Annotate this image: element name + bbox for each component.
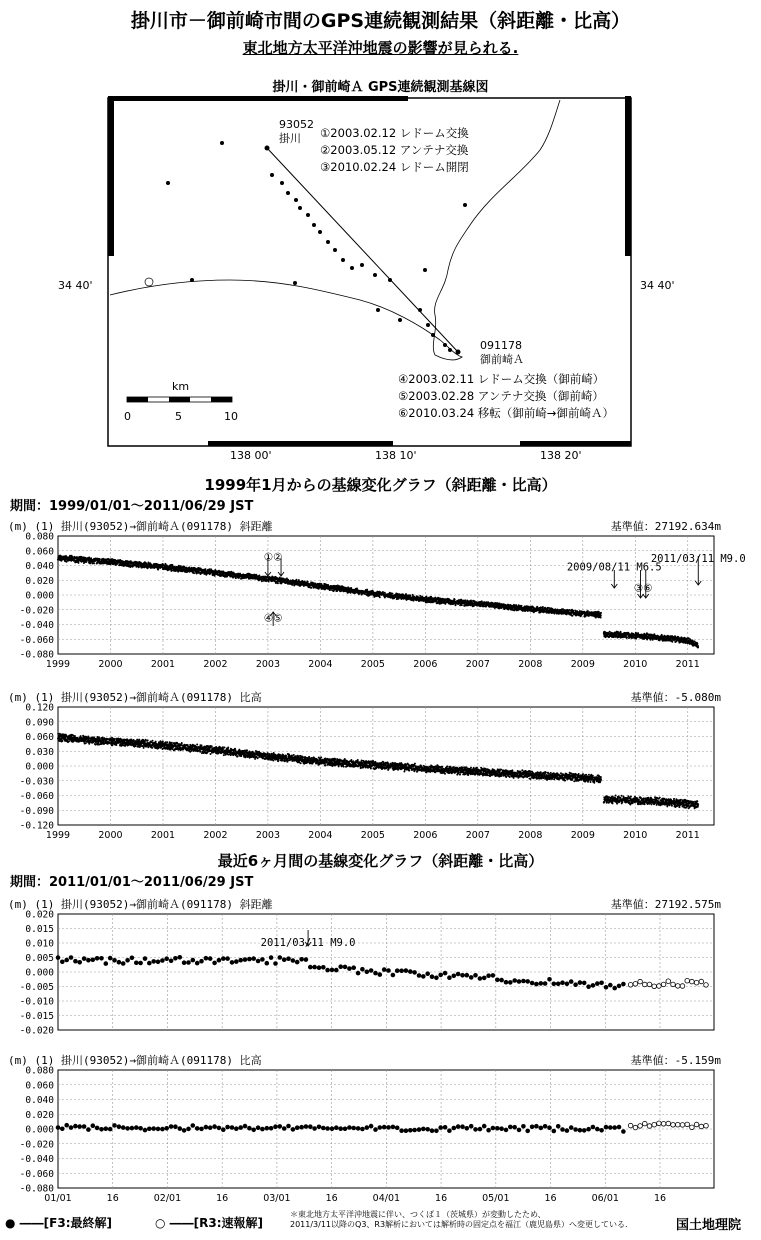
data-point	[258, 575, 260, 577]
data-point	[101, 737, 103, 739]
y-tick-label: -0.040	[19, 620, 54, 631]
station-dot	[373, 273, 377, 277]
map-border-left-top	[108, 96, 114, 256]
station-b-code: 091178	[480, 339, 522, 352]
data-point	[61, 740, 63, 742]
data-point	[379, 596, 381, 598]
data-series	[57, 733, 699, 810]
station-dot	[190, 278, 194, 282]
data-point	[318, 588, 320, 590]
data-point	[201, 744, 203, 746]
lon-label-3: 138 20'	[540, 449, 582, 462]
y-tick-label: -0.080	[19, 649, 54, 661]
station-dot	[166, 181, 170, 185]
station-dot	[431, 333, 435, 337]
x-tick-label: 2003	[255, 830, 281, 841]
data-point	[268, 581, 270, 583]
x-tick-label: 2005	[360, 659, 385, 670]
lon-label-1: 138 00'	[230, 449, 272, 462]
data-point	[193, 572, 195, 574]
data-point	[115, 744, 117, 746]
event-3: ③2010.02.24 レドーム開閉	[320, 160, 469, 174]
x-tick-label: 2010	[623, 659, 648, 670]
y-tick-label: -0.030	[19, 776, 54, 788]
x-tick-label: 2005	[360, 830, 385, 841]
station-dot	[448, 348, 452, 352]
data-point	[573, 610, 575, 612]
data-point	[296, 579, 298, 581]
station-dot	[318, 230, 322, 234]
data-point	[86, 561, 88, 563]
station-kakegawa	[265, 146, 270, 151]
station-dot	[326, 240, 330, 244]
x-tick-label: 1999	[45, 659, 71, 670]
y-tick-label: 0.030	[25, 746, 54, 758]
x-tick-label: 2010	[623, 830, 648, 841]
station-dot	[341, 258, 345, 262]
x-tick-label: 2001	[150, 830, 176, 841]
scale-unit: km	[172, 380, 190, 393]
data-point	[697, 646, 699, 648]
data-point	[261, 580, 263, 582]
chart1-label: (m) (1) 掛川(93052)→御前崎Ａ(091178) 斜距離	[8, 520, 273, 533]
y-tick-label: 0.060	[25, 732, 54, 743]
chart-height-long	[0, 701, 761, 849]
section1-period: 期間：1999/01/01～2011/06/29 JST	[10, 499, 254, 514]
baseline-line	[267, 148, 458, 352]
station-dot	[463, 203, 467, 207]
x-tick-label: 2009	[570, 659, 595, 670]
station-dot	[418, 308, 422, 312]
data-point	[461, 604, 463, 606]
data-point	[74, 735, 76, 737]
data-point	[204, 568, 206, 570]
y-tick-label: 0.000	[25, 590, 54, 602]
station-a-code: 93052	[279, 118, 314, 131]
chart2-label: (m) (1) 掛川(93052)→御前崎Ａ(091178) 比高	[8, 691, 262, 704]
y-tick-label: 0.080	[25, 531, 54, 543]
station-dot	[388, 278, 392, 282]
data-point	[68, 740, 70, 742]
station-dot	[350, 266, 354, 270]
baseline-map	[0, 0, 761, 470]
station-dot	[312, 223, 316, 227]
data-point	[542, 606, 544, 608]
data-point	[455, 604, 457, 606]
data-point	[444, 603, 446, 605]
y-tick-label: -0.060	[19, 791, 54, 802]
y-tick-label: -0.120	[19, 820, 54, 832]
y-tick-label: 0.040	[25, 561, 54, 572]
x-tick-label: 2008	[518, 830, 543, 841]
x-tick-label: 2002	[203, 659, 228, 670]
data-point	[214, 575, 216, 577]
chart1-base: 基準値：27192.634m	[610, 520, 721, 533]
map-border-top	[108, 96, 408, 101]
data-point	[391, 593, 393, 595]
event-4: ④2003.02.11 レドーム交換（御前崎）	[398, 372, 605, 386]
data-point	[114, 738, 116, 740]
data-point	[162, 741, 164, 743]
event-5: ⑤2003.02.28 アンテナ交換（御前崎）	[398, 389, 604, 403]
x-tick-label: 2011	[675, 659, 700, 670]
data-point	[171, 742, 173, 744]
data-point	[151, 747, 153, 749]
data-point	[536, 606, 538, 608]
station-dot	[426, 323, 430, 327]
station-dot	[294, 198, 298, 202]
lat-label-right: 34 40'	[640, 279, 675, 292]
x-tick-label: 2006	[413, 830, 438, 841]
y-tick-label: 0.060	[25, 546, 54, 558]
annotation-label: ④⑤	[263, 612, 283, 625]
data-point	[626, 636, 628, 638]
lon-label-2: 138 10'	[375, 449, 417, 462]
section2-period: 期間：2011/01/01～2011/06/29 JST	[10, 875, 254, 890]
y-tick-label: 0.020	[25, 575, 54, 587]
station-dot	[306, 213, 310, 217]
x-tick-label: 1999	[45, 830, 71, 841]
station-omaezaki	[456, 350, 461, 355]
section1-title: 1999年1月からの基線変化グラフ（斜距離・比高）	[204, 476, 557, 494]
data-point	[210, 753, 212, 755]
data-point	[99, 558, 101, 560]
station-dot	[360, 263, 364, 267]
x-tick-label: 2007	[465, 659, 490, 670]
data-point	[85, 742, 87, 744]
station-dot	[293, 281, 297, 285]
x-tick-label: 2004	[308, 830, 333, 841]
map-border-right-top	[625, 96, 631, 256]
data-point	[409, 594, 411, 596]
lat-label-left: 34 40'	[58, 279, 93, 292]
data-point	[671, 641, 673, 643]
data-point	[199, 751, 201, 753]
data-point	[196, 744, 198, 746]
data-point	[307, 581, 309, 583]
x-tick-label: 2011	[675, 830, 700, 841]
data-point	[277, 582, 279, 584]
data-point	[600, 612, 602, 614]
station-dot	[443, 343, 447, 347]
data-point	[454, 599, 456, 601]
x-tick-label: 2006	[413, 659, 438, 670]
data-point	[136, 739, 138, 741]
annotation-label: 2011/03/11 M9.0	[650, 552, 746, 565]
x-tick-label: 2001	[150, 659, 176, 670]
data-point	[147, 739, 149, 741]
annotation-label: ③⑥	[633, 582, 653, 595]
y-tick-label: 0.120	[25, 702, 54, 714]
data-point	[143, 747, 145, 749]
data-point	[78, 562, 80, 564]
data-point	[166, 741, 168, 743]
data-point	[93, 562, 95, 564]
chart-distance-long	[0, 530, 761, 678]
data-point	[235, 577, 237, 579]
y-tick-label: -0.090	[19, 805, 54, 817]
x-tick-label: 2000	[98, 830, 123, 841]
page-title: 掛川市－御前崎市間のGPS連続観測結果（斜距離・比高）	[130, 10, 631, 32]
station-dot	[270, 173, 274, 177]
x-tick-label: 2000	[98, 659, 123, 670]
y-tick-label: -0.020	[19, 605, 54, 617]
y-tick-label: 0.000	[25, 761, 54, 773]
map-border-bottom-2	[520, 441, 631, 446]
station-dot	[286, 191, 290, 195]
data-point	[157, 569, 159, 571]
map-title: 掛川・御前崎Ａ GPS連続観測基線図	[272, 80, 489, 95]
station-dot	[376, 308, 380, 312]
event-1: ①2003.02.12 レドーム交換	[320, 126, 469, 140]
y-tick-label: 0.090	[25, 717, 54, 729]
data-point	[696, 643, 698, 645]
event-6: ⑥2010.03.24 移転（御前崎→御前崎Ａ）	[398, 406, 614, 420]
station-dot	[298, 206, 302, 210]
data-point	[152, 740, 154, 742]
station-a-name: 掛川	[279, 132, 301, 145]
section2-title: 最近6ヶ月間の基線変化グラフ（斜距離・比高）	[217, 852, 544, 870]
page-subtitle: 東北地方太平洋沖地震の影響が見られる.	[242, 39, 519, 57]
data-point	[521, 605, 523, 607]
station-dot	[220, 141, 224, 145]
map-border-bottom-1	[208, 441, 393, 446]
data-point	[366, 589, 368, 591]
scale-tick-10: 10	[224, 410, 238, 423]
station-dot	[398, 318, 402, 322]
chart2-base: 基準値：-5.080m	[630, 691, 721, 704]
island-mark	[145, 278, 153, 286]
y-tick-label: -0.060	[19, 634, 54, 646]
data-point	[600, 614, 602, 616]
scale-tick-5: 5	[175, 410, 182, 423]
data-point	[138, 739, 140, 741]
x-tick-label: 2002	[203, 830, 228, 841]
station-dot	[423, 268, 427, 272]
data-point	[310, 587, 312, 589]
x-tick-label: 2003	[255, 659, 281, 670]
event-2: ②2003.05.12 アンテナ交換	[320, 143, 469, 157]
data-point	[73, 560, 75, 562]
x-tick-label: 2007	[465, 830, 490, 841]
data-point	[637, 632, 639, 634]
station-b-name: 御前崎Ａ	[480, 353, 524, 366]
scale-tick-0: 0	[124, 410, 131, 423]
x-tick-label: 2009	[570, 830, 595, 841]
data-point	[88, 743, 90, 745]
station-dot	[333, 248, 337, 252]
x-tick-label: 2008	[518, 659, 543, 670]
station-dot	[280, 181, 284, 185]
x-tick-label: 2004	[308, 659, 333, 670]
annotation-label: ①②	[263, 551, 283, 564]
data-point	[600, 617, 602, 619]
data-point	[181, 742, 183, 744]
annotation-label: 2009/08/11 M6.5	[566, 561, 662, 574]
